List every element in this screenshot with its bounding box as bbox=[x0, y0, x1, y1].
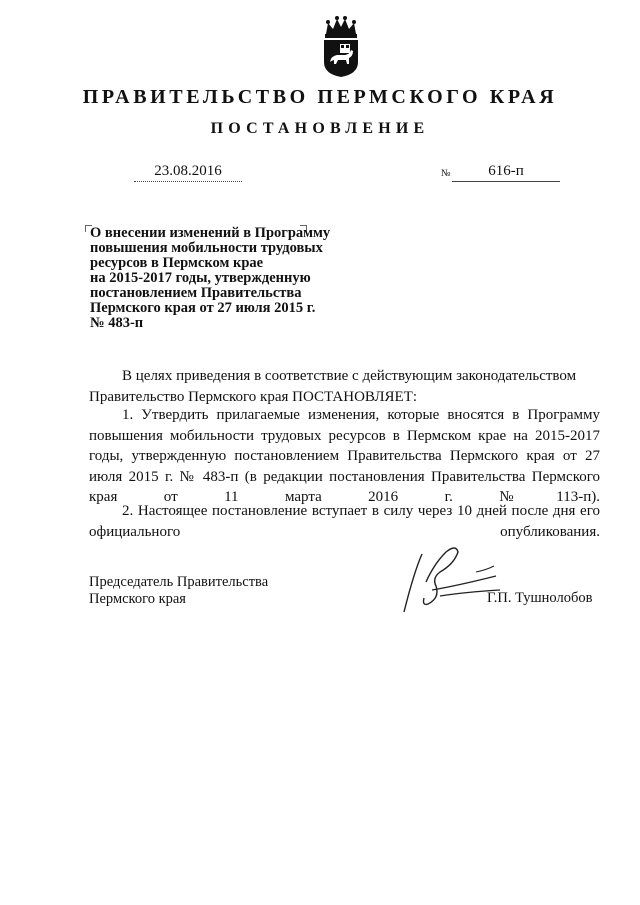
preamble-line: Правительство Пермского края ПОСТАНОВЛЯЕТ: bbox=[89, 388, 418, 405]
organization-title: ПРАВИТЕЛЬСТВО ПЕРМСКОГО КРАЯ bbox=[82, 86, 558, 108]
subject-line: О внесении изменений в Программу bbox=[90, 225, 331, 241]
number-sign: № bbox=[441, 168, 451, 179]
subject-line: на 2015-2017 годы, утвержденную bbox=[90, 270, 311, 286]
signatory-position-line: Председатель Правительства bbox=[89, 574, 269, 590]
resolution-item-1: 1. Утвердить прилагаемые изменения, которые вносятся в Программу повышения мобильности трудовых ресурсов в Пермском крае на 2015-2017 годы, утвержденную постановлением Правительства Пермского края от 27 июля 2015 г. № 483-п (в редакции постановления Правительства Пермского края от 11 марта 2016 г. №113-п). bbox=[89, 407, 600, 505]
document-date: 23.08.2016 bbox=[134, 163, 242, 182]
signatory-position-line: Пермского края bbox=[89, 591, 186, 607]
document-type-title: ПОСТАНОВЛЕНИЕ bbox=[210, 120, 430, 137]
preamble-paragraph bbox=[89, 366, 600, 407]
document-subject bbox=[90, 226, 350, 331]
preamble-line: В целях приведения в соответствие с действующим законодательством bbox=[122, 368, 577, 384]
subject-line: постановлением Правительства bbox=[90, 285, 302, 301]
subject-line: ресурсов в Пермском крае bbox=[90, 255, 264, 271]
subject-line: № 483-п bbox=[90, 315, 144, 331]
resolution-item-2: 2. Настоящее постановление вступает в силу через 10 дней после дня его официального опубликования. bbox=[89, 503, 600, 540]
signatory-name: Г.П. Тушнолобов bbox=[487, 590, 593, 606]
subject-line: Пермского края от 27 июля 2015 г. bbox=[90, 300, 316, 316]
subject-line: повышения мобильности трудовых bbox=[90, 240, 323, 256]
coat-of-arms-emblem bbox=[318, 14, 364, 78]
document-number: 616-п bbox=[452, 163, 560, 182]
signatory-position bbox=[89, 574, 268, 608]
